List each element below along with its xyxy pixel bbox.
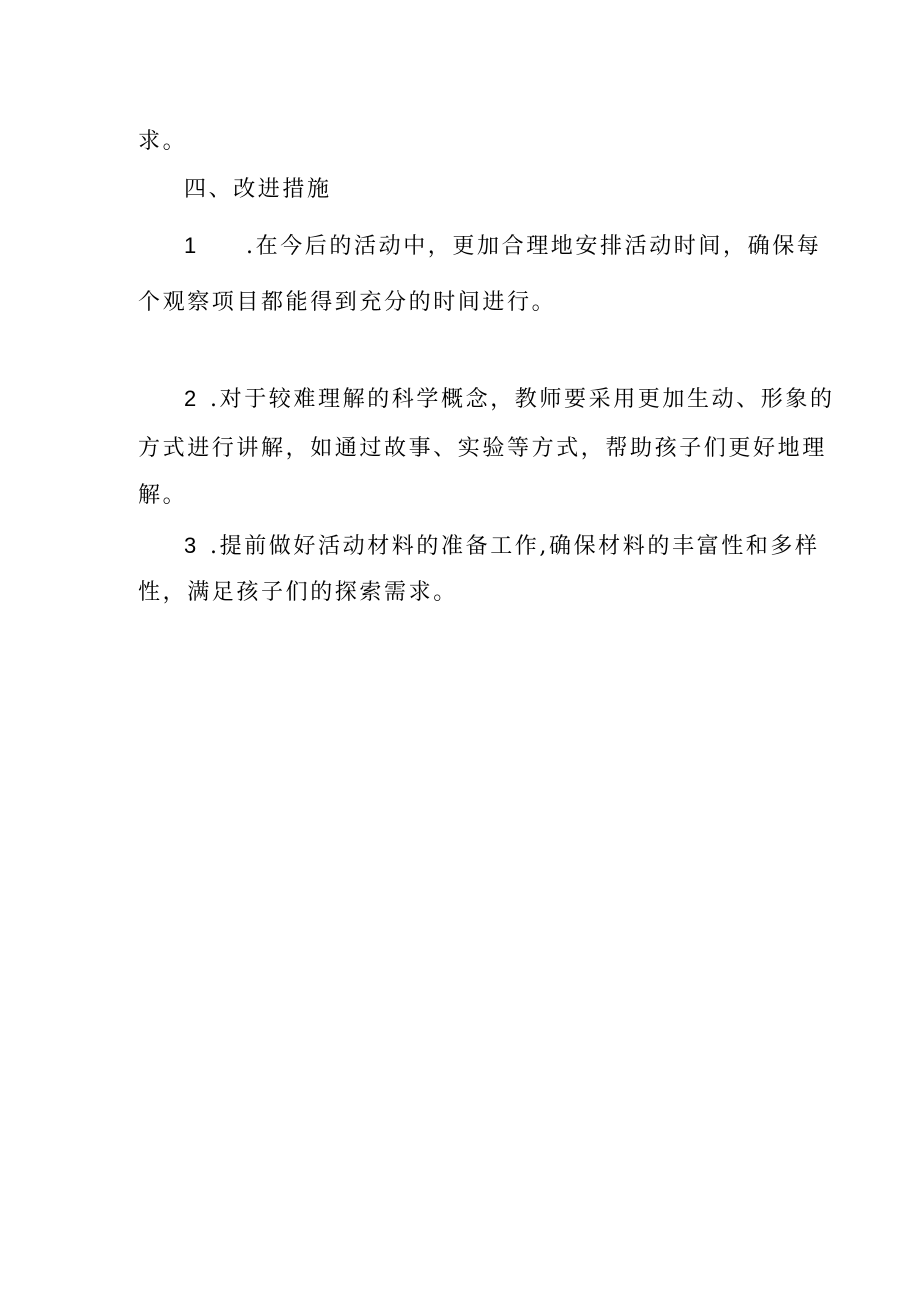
section-heading: 四、改进措施	[184, 177, 332, 202]
item-2-line-1	[184, 384, 835, 415]
item-3-line-2: 性，满足孩子们的探索需求。	[138, 580, 458, 605]
item-2-line-3: 解。	[138, 483, 188, 508]
item-2-text: .对于较难理解的科学概念，教师要采用更加生动、形象的	[210, 387, 835, 412]
item-2-line-2: 方式进行讲解，如通过故事、实验等方式，帮助孩子们更好地理	[138, 436, 827, 461]
item-1-text: .在今后的活动中，更加合理地安排活动时间，确保每	[246, 234, 822, 259]
item-1-line-2: 个观察项目都能得到充分的时间进行。	[138, 290, 557, 315]
item-1-line-1	[184, 231, 822, 262]
item-1-number: 1	[184, 233, 197, 258]
item-3-line-1	[184, 531, 820, 562]
item-3-text: .提前做好活动材料的准备工作,确保材料的丰富性和多样	[210, 534, 820, 559]
item-3-number: 3	[184, 533, 197, 558]
item-2-number: 2	[184, 386, 197, 411]
continuation-text: 求。	[138, 129, 188, 154]
